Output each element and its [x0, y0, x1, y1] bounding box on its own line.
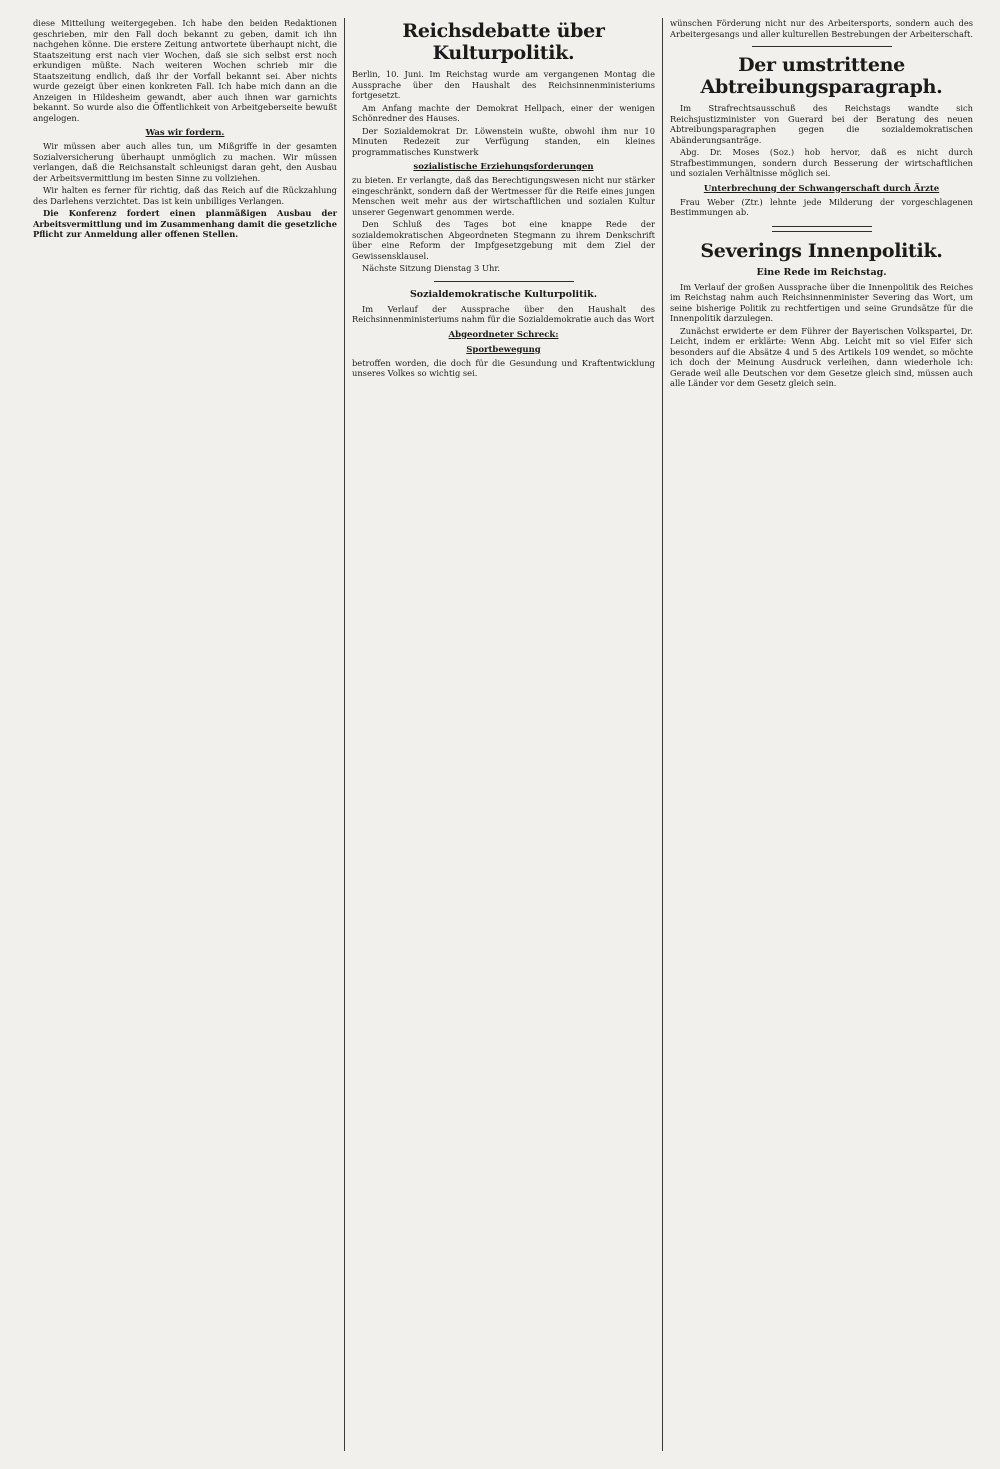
section-rule — [752, 46, 892, 47]
paragraph: Berlin, 10. Juni. Im Reichstag wurde am vergangenen Montag die Aussprache über den Haushalt des Reichsinnenministeriums fortgesetzt. — [352, 69, 655, 100]
subheading-sozialdemokratische-kulturpolitik: Sozialdemokratische Kulturpolitik. — [409, 288, 598, 300]
paragraph: diese Mitteilung weitergegeben. Ich habe den beiden Redaktionen geschrieben, mir den Fall doch bekannt zu geben, damit ich ihn nachgehen könne. Die erstere Zeitung antwortete überhaupt nicht, die Staatszeitung erst nach vier Wochen, daß sie sich selbst erst noch erkundigen müßte. Nach weiteren Wochen schrieb mir die Staatszeitung endlich, daß ihr der Vorfall bekannt sei. Aber nichts wurde gezeigt über einen konkreten Fall. Ich habe mich dann an die Anzeigen in Hildesheim gewandt, aber auch ihnen war garnichts bekannt. So wurde also die Öffentlichkeit von Arbeitgeberseite bewußt angelogen. — [33, 18, 337, 123]
paragraph: Am Anfang machte der Demokrat Hellpach, einer der wenigen Schönredner des Hauses. — [352, 102, 655, 123]
paragraph: Frau Weber (Ztr.) lehnte jede Milderung der vorgeschlagenen Bestimmungen ab. — [670, 196, 973, 217]
paragraph: Zunächst erwiderte er dem Führer der Bayerischen Volkspartei, Dr. Leicht, indem er erklärte: Wenn Abg. Leicht mit so viel Eifer sich besonders auf die Absätze 4 und 5 des Artikels 109 wendet, so möchte ich doch der Meinung Ausdruck verleihen, dann wiederhole ich: Gerade weil alle Deutschen vor dem Gesetze gleich sind, müssen auch alle Länder vor dem Gesetz gleich sein. — [670, 325, 973, 388]
paragraph: Im Verlauf der großen Aussprache über die Innenpolitik des Reiches im Reichstag nahm auch Reichsinnenminister Severing das Wort, um seine bisherige Politik zu rechtfertigen und seine Grundsätze für die Innenpolitik darzulegen. — [670, 281, 973, 323]
headline-severings-innenpolitik: Severings Innenpolitik. — [700, 239, 943, 262]
headline-reichsdebatte: Reichsdebatte über Kulturpolitik. — [402, 20, 605, 64]
paragraph: Nächste Sitzung Dienstag 3 Uhr. — [362, 263, 501, 273]
column-layout — [26, 18, 992, 1451]
paragraph: Abg. Dr. Moses (Soz.) hob hervor, daß es nicht durch Strafbestimmungen, sondern durch Besserung der wirtschaftlichen und sozialen Verhältnisse möglich sei. — [670, 147, 973, 178]
subheading-erziehungsforderungen: sozialistische Erziehungsforderungen — [413, 162, 594, 172]
paragraph: Im Verlauf der Aussprache über den Haushalt des Reichsinnenministeriums nahm für die Sozialdemokratie auch das Wort — [352, 303, 655, 324]
column-3 — [662, 18, 980, 1451]
paragraph: wünschen Förderung nicht nur des Arbeitersports, sondern auch des Arbeitergesangs und aller kulturellen Bestrebungen der Arbeiterschaft. — [670, 18, 973, 39]
section-rule — [434, 281, 574, 282]
section-ornament — [772, 226, 872, 232]
subheading-sportbewegung: Sportbewegung — [466, 344, 541, 355]
paragraph: Wir müssen aber auch alles tun, um Mißgriffe in der gesamten Sozialversicherung überhaupt unmöglich zu machen. Wir müssen verlangen, daß die Reichsanstalt schleunigst daran geht, den Ausbau der Arbeitsvermittlung im besten Sinne zu vollziehen. — [33, 141, 337, 183]
subheading-rede-im-reichstag: Eine Rede im Reichstag. — [756, 266, 887, 278]
column-1 — [26, 18, 344, 1451]
paragraph: Der Sozialdemokrat Dr. Löwenstein wußte, obwohl ihm nur 10 Minuten Redezeit zur Verfügung standen, ein kleines programmatisches Kunstwerk — [352, 125, 655, 157]
paragraph: Im Strafrechtsausschuß des Reichstags wandte sich Reichsjustizminister von Guerard bei der Beratung des neuen Abtreibungsparagraphen gegen die sozialdemokratischen Abänderungsanträge. — [670, 103, 973, 145]
speaker-label: Abgeordneter Schreck: — [448, 329, 559, 340]
paragraph-bold: Die Konferenz fordert einen planmäßigen Ausbau der Arbeitsvermittlung und im Zusammenhang damit die gesetzliche Pflicht zur Anmeldung aller offenen Stellen. — [33, 208, 337, 239]
paragraph: betroffen worden, die doch für die Gesundung und Kraftentwicklung unseres Volkes so wichtig sei. — [352, 357, 655, 378]
column-2 — [344, 18, 662, 1451]
headline-abtreibungsparagraph: Der umstrittene Abtreibungsparagraph. — [700, 54, 943, 98]
paragraph: zu bieten. Er verlangte, daß das Berechtigungswesen nicht nur stärker eingeschränkt, sondern daß der Wertmesser für die Reife eines jungen Menschen weit mehr aus der wirtschaftlichen und sozialen Kultur unserer Gegenwart genommen werde. — [352, 175, 655, 217]
subheading-unterbrechung: Unterbrechung der Schwangerschaft durch Ärzte — [703, 183, 940, 194]
section-heading-was-wir-fordern: Was wir fordern. — [145, 128, 225, 138]
paragraph: Wir halten es ferner für richtig, daß das Reich auf die Rückzahlung des Darlehens verzichtet. Das ist kein unbilliges Verlangen. — [33, 185, 337, 206]
paragraph: Den Schluß des Tages bot eine knappe Rede der sozialdemokratischen Abgeordneten Stegmann zu ihrem Denkschrift über eine Reform der Impfgesetzgebung mit dem Ziel der Gewissensklausel. — [352, 219, 655, 261]
